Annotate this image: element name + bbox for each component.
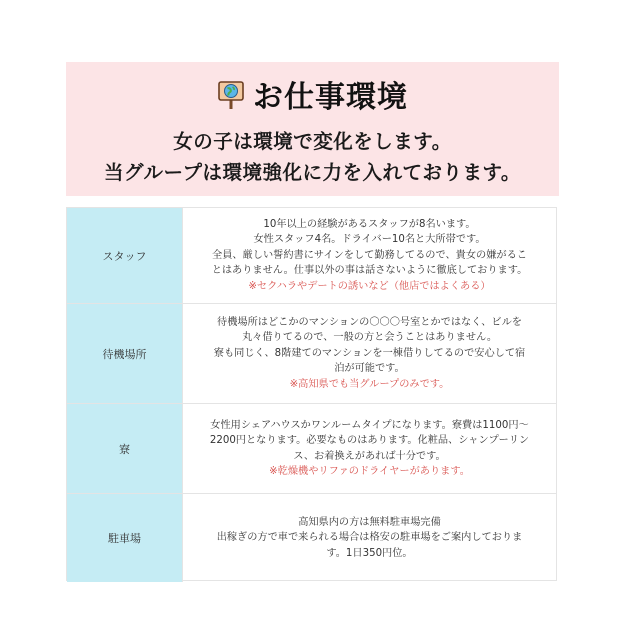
header-banner (66, 62, 559, 196)
content-line: 全員、厳しい誓約書にサインをして勤務してるので、貴女の嫌がるこ (212, 249, 527, 261)
content-line: 待機場所はどこかのマンションの〇〇〇号室とかではなく、ビルを (217, 316, 522, 328)
content-line: す。1日350円位。 (326, 547, 413, 559)
subtitle-line-1: 女の子は環境で変化をします。 (173, 130, 452, 153)
row-content (183, 304, 556, 403)
content-line: 寮も同じく、8階建てのマンションを一棟借りしてるので安心して宿 (213, 347, 526, 359)
content-line: 出稼ぎの方で車で来られる場合は格安の駐車場をご案内しておりま (216, 532, 523, 544)
subtitle-line-2: 当グループは環境強化に力を入れております。 (104, 161, 521, 184)
row-label: 待機場所 (67, 304, 183, 403)
content-line: 2200円となります。必要なものはあります。化粧品、シャンプーリン (209, 435, 530, 446)
content-line: 丸々借りてるので、一般の方と会うことはありません。 (241, 332, 498, 344)
content-line: ス、お着換えがあれば十分です。 (293, 450, 446, 462)
row-content (183, 494, 556, 582)
row-content (183, 208, 556, 303)
content-line: 高知県内の方は無料駐車場完備 (298, 516, 441, 528)
content-note: ※セクハラやデートの誘いなど（他店ではよくある） (248, 280, 491, 292)
table-row-parking (67, 494, 556, 582)
content-line: 10年以上の経験があるスタッフが8名います。 (263, 218, 476, 230)
row-label: 寮 (67, 404, 183, 493)
content-line: 女性用シェアハウスかワンルームタイプになります。寮費は1100円～ (210, 419, 529, 431)
row-label: スタッフ (67, 208, 183, 303)
title-row (66, 74, 559, 114)
environment-table (66, 207, 557, 581)
page-title: お仕事環境 (253, 80, 408, 115)
table-row-dormitory (67, 404, 556, 494)
table-row-waiting-area (67, 304, 556, 404)
row-label: 駐車場 (67, 494, 183, 582)
content-line: とはありません。仕事以外の事は話さないように徹底しております。 (211, 265, 528, 277)
content-line: 泊が可能です。 (334, 363, 405, 375)
content-line: 女性スタッフ4名。ドライバー10名と大所帯です。 (253, 234, 486, 246)
row-content (183, 404, 556, 493)
table-row-staff (67, 208, 556, 304)
content-note: ※高知県でも当グループのみです。 (289, 378, 450, 390)
content-note: ※乾燥機やリファのドライヤーがあります。 (269, 466, 470, 477)
signboard-icon (217, 79, 245, 109)
